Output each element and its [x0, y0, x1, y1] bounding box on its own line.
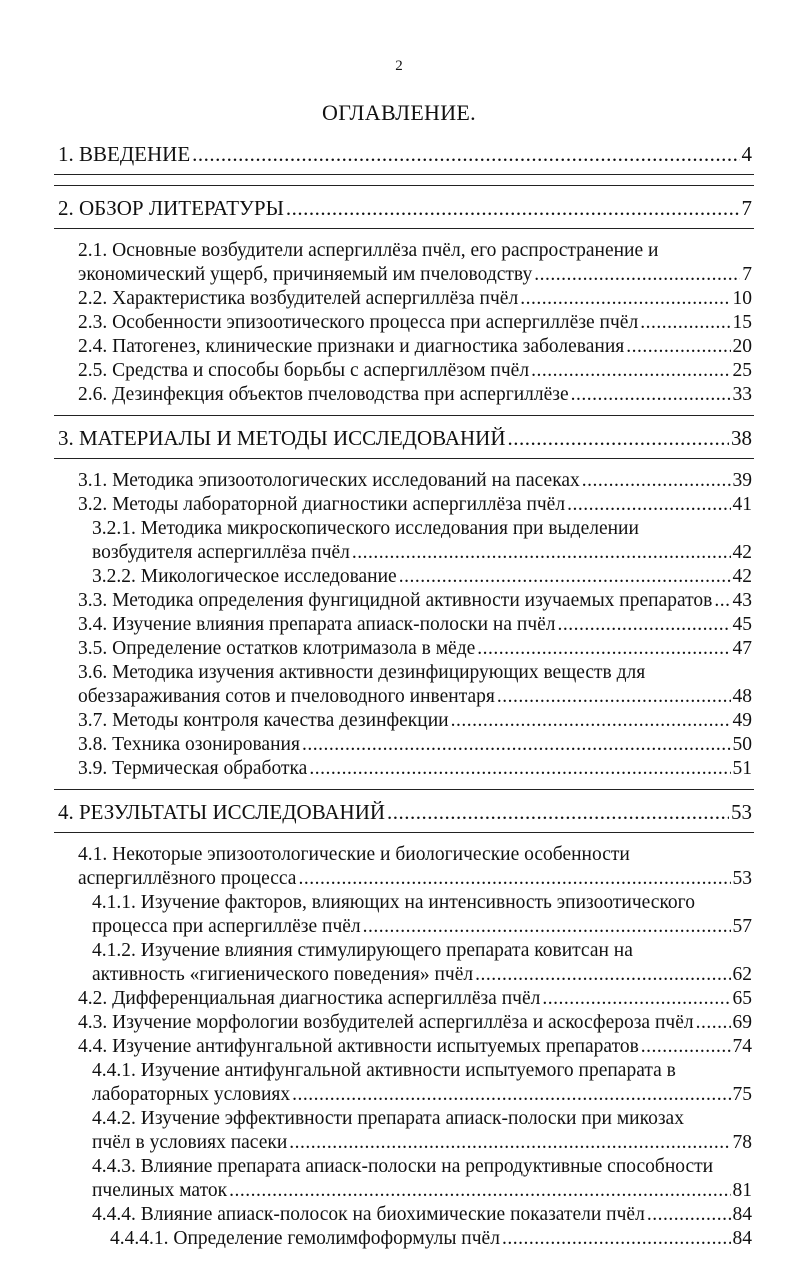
toc-entry-title-line: 3.6. Методика изучения активности дезинфицирующих веществ для — [78, 662, 646, 683]
toc-entry-page: 39 — [732, 470, 752, 491]
section-divider — [54, 458, 754, 459]
toc-entry-title: 4.4.4.1. Определение гемолимфоформулы пчёл — [110, 1228, 500, 1249]
toc-entry-title: обеззараживания сотов и пчеловодного инвентаря — [78, 686, 495, 707]
toc-entry-page: 62 — [732, 964, 752, 985]
toc-entry-title: возбудителя аспергиллёза пчёл — [92, 542, 350, 563]
toc-entry-page: 78 — [732, 1132, 752, 1153]
toc-entry-page: 42 — [732, 566, 752, 587]
dot-leader — [582, 469, 731, 493]
dot-leader — [626, 335, 730, 359]
toc-entry-title: 3.3. Методика определения фунгицидной активности изучаемых препаратов — [78, 590, 713, 611]
toc-entry[interactable] — [78, 1011, 752, 1035]
toc-entry-page: 43 — [732, 590, 752, 611]
toc-entry-title: 2.2. Характеристика возбудителей аспергиллёза пчёл — [78, 288, 519, 309]
section-divider — [54, 174, 754, 175]
section-divider — [54, 789, 754, 790]
dot-leader — [289, 1131, 730, 1155]
dot-leader — [302, 733, 731, 757]
dot-leader — [640, 311, 730, 335]
toc-entry-page: 38 — [731, 426, 752, 450]
table-of-contents — [58, 142, 752, 1251]
toc-entry-title: 3.1. Методика эпизоотологических исследований на пасеках — [78, 470, 580, 491]
toc-entry-title: процесса при аспергиллёзе пчёл — [92, 916, 361, 937]
dot-leader — [309, 757, 730, 781]
toc-entry-page: 47 — [732, 638, 752, 659]
dot-leader — [229, 1179, 730, 1203]
toc-entry-title: 3.5. Определение остатков клотримазола в мёде — [78, 638, 476, 659]
toc-entry-page: 69 — [732, 1012, 752, 1033]
dot-leader — [534, 263, 740, 287]
toc-entry[interactable] — [58, 142, 752, 166]
dot-leader — [475, 963, 730, 987]
toc-entry-title: 3. МАТЕРИАЛЫ И МЕТОДЫ ИССЛЕДОВАНИЙ — [58, 426, 506, 450]
dot-leader — [520, 287, 730, 311]
toc-entry-title: аспергиллёзного процесса — [78, 868, 297, 889]
toc-entry[interactable] — [78, 589, 752, 613]
toc-entry[interactable] — [58, 196, 752, 220]
toc-entry-page: 74 — [732, 1036, 752, 1057]
toc-entry[interactable] — [110, 1227, 752, 1251]
toc-entry[interactable] — [78, 987, 752, 1011]
dot-leader — [502, 1227, 731, 1251]
dot-leader — [531, 359, 730, 383]
toc-entry-title: экономический ущерб, причиняемый им пчеловодству — [78, 264, 533, 285]
toc-entry-title: пчелиных маток — [92, 1180, 228, 1201]
toc-entry[interactable] — [78, 709, 752, 733]
dot-leader — [387, 800, 729, 824]
toc-entry-title: активность «гигиенического поведения» пчёл — [92, 964, 474, 985]
toc-entry-title-line: 3.2.1. Методика микроскопического исследования при выделении — [92, 518, 639, 539]
toc-entry[interactable] — [92, 1059, 752, 1107]
toc-entry[interactable] — [92, 891, 752, 939]
toc-entry-title: 2.3. Особенности эпизоотического процесса при аспергиллёзе пчёл — [78, 312, 639, 333]
toc-entry[interactable] — [92, 1107, 752, 1155]
toc-entry-title: 3.9. Термическая обработка — [78, 758, 308, 779]
toc-entry-title: 2.4. Патогенез, клинические признаки и диагностика заболевания — [78, 336, 625, 357]
toc-entry-page: 33 — [732, 384, 752, 405]
toc-entry-title-line: 2.1. Основные возбудители аспергиллёза пчёл, его распространение и — [78, 240, 659, 261]
section-divider — [54, 415, 754, 416]
toc-entry-page: 57 — [732, 916, 752, 937]
toc-entry-title: 2.6. Дезинфекция объектов пчеловодства при аспергиллёзе — [78, 384, 569, 405]
toc-entry-title: 3.4. Изучение влияния препарата апиаск-полоски на пчёл — [78, 614, 556, 635]
toc-entry-title: 2. ОБЗОР ЛИТЕРАТУРЫ — [58, 196, 284, 220]
toc-entry[interactable] — [58, 426, 752, 450]
toc-entry[interactable] — [58, 800, 752, 824]
toc-entry[interactable] — [78, 335, 752, 359]
toc-entry-title: 4. РЕЗУЛЬТАТЫ ИССЛЕДОВАНИЙ — [58, 800, 386, 824]
toc-entry-page: 75 — [732, 1084, 752, 1105]
dot-leader — [286, 196, 740, 220]
dot-leader — [352, 541, 731, 565]
toc-entry[interactable] — [78, 843, 752, 891]
dot-leader — [477, 637, 730, 661]
toc-entry-title: 3.8. Техника озонирования — [78, 734, 300, 755]
dot-leader — [641, 1035, 731, 1059]
toc-entry-title: 4.2. Дифференциальная диагностика аспергиллёза пчёл — [78, 988, 541, 1009]
toc-entry[interactable] — [78, 493, 752, 517]
toc-entry-page: 51 — [732, 758, 752, 779]
toc-entry-title: 4.4.4. Влияние апиаск-полосок на биохимические показатели пчёл — [92, 1204, 645, 1225]
toc-entry[interactable] — [92, 517, 752, 565]
toc-entry-title-line: 4.4.1. Изучение антифунгальной активности испытуемого препарата в — [92, 1060, 676, 1081]
toc-entry-page: 25 — [732, 360, 752, 381]
dot-leader — [567, 493, 730, 517]
dot-leader — [571, 383, 731, 407]
dot-leader — [192, 142, 739, 166]
dot-leader — [558, 613, 731, 637]
toc-entry-page: 4 — [741, 142, 752, 166]
toc-entry[interactable] — [78, 613, 752, 637]
toc-entry-page: 41 — [732, 494, 752, 515]
toc-entry[interactable] — [78, 637, 752, 661]
section-divider — [54, 185, 754, 186]
toc-entry[interactable] — [78, 311, 752, 335]
toc-entry-title-line: 4.1.2. Изучение влияния стимулирующего препарата ковитсан на — [92, 940, 633, 961]
toc-entry-page: 7 — [741, 196, 752, 220]
toc-entry-title: пчёл в условиях пасеки — [92, 1132, 288, 1153]
toc-entry[interactable] — [78, 287, 752, 311]
toc-entry-page: 84 — [732, 1204, 752, 1225]
toc-entry-page: 50 — [732, 734, 752, 755]
toc-entry-title: 4.3. Изучение морфологии возбудителей аспергиллёза и аскосфероза пчёл — [78, 1012, 694, 1033]
dot-leader — [542, 987, 730, 1011]
toc-entry-title: 3.7. Методы контроля качества дезинфекции — [78, 710, 449, 731]
toc-entry-title: 3.2. Методы лабораторной диагностики аспергиллёза пчёл — [78, 494, 566, 515]
toc-entry-page: 42 — [732, 542, 752, 563]
dot-leader — [508, 426, 729, 450]
toc-entry[interactable] — [92, 939, 752, 987]
dot-leader — [647, 1203, 731, 1227]
toc-entry-title-line: 4.4.2. Изучение эффективности препарата апиаск-полоски при микозах — [92, 1108, 684, 1129]
toc-entry-page: 45 — [732, 614, 752, 635]
toc-entry-title: 1. ВВЕДЕНИЕ — [58, 142, 191, 166]
dot-leader — [298, 867, 730, 891]
toc-entry[interactable] — [92, 565, 752, 589]
toc-entry[interactable] — [78, 239, 752, 287]
toc-entry[interactable] — [78, 359, 752, 383]
toc-entry-page: 49 — [732, 710, 752, 731]
toc-entry[interactable] — [78, 733, 752, 757]
toc-entry[interactable] — [78, 757, 752, 781]
dot-leader — [451, 709, 731, 733]
dot-leader — [399, 565, 731, 589]
toc-entry-title-line: 4.1.1. Изучение факторов, влияющих на интенсивность эпизоотического — [92, 892, 695, 913]
section-divider — [54, 228, 754, 229]
toc-entry-page: 53 — [732, 868, 752, 889]
toc-entry[interactable] — [78, 1035, 752, 1059]
toc-entry[interactable] — [78, 383, 752, 407]
toc-entry[interactable] — [92, 1203, 752, 1227]
toc-entry-page: 10 — [732, 288, 752, 309]
toc-entry-page: 81 — [732, 1180, 752, 1201]
toc-entry-page: 53 — [731, 800, 752, 824]
dot-leader — [363, 915, 731, 939]
toc-entry-title: 3.2.2. Микологическое исследование — [92, 566, 397, 587]
dot-leader — [292, 1083, 730, 1107]
toc-entry-page: 65 — [732, 988, 752, 1009]
dot-leader — [696, 1011, 731, 1035]
toc-entry-page: 48 — [732, 686, 752, 707]
toc-entry[interactable] — [92, 1155, 752, 1203]
toc-entry-title: 4.4. Изучение антифунгальной активности испытуемых препаратов — [78, 1036, 639, 1057]
toc-entry-title-line: 4.4.3. Влияние препарата апиаск-полоски на репродуктивные способности — [92, 1156, 714, 1177]
dot-leader — [497, 685, 731, 709]
page-title: ОГЛАВЛЕНИЕ. — [322, 100, 476, 125]
toc-entry[interactable] — [78, 661, 752, 709]
page-number: 2 — [395, 58, 403, 74]
section-divider — [54, 832, 754, 833]
toc-entry-title-line: 4.1. Некоторые эпизоотологические и биологические особенности — [78, 844, 630, 865]
toc-entry-title: 2.5. Средства и способы борьбы с аспергиллёзом пчёл — [78, 360, 530, 381]
toc-entry-title: лабораторных условиях — [92, 1084, 291, 1105]
toc-entry-page: 20 — [732, 336, 752, 357]
toc-entry-page: 7 — [742, 264, 752, 285]
toc-entry[interactable] — [78, 469, 752, 493]
toc-entry-page: 15 — [732, 312, 752, 333]
toc-entry-page: 84 — [732, 1228, 752, 1249]
dot-leader — [714, 589, 730, 613]
